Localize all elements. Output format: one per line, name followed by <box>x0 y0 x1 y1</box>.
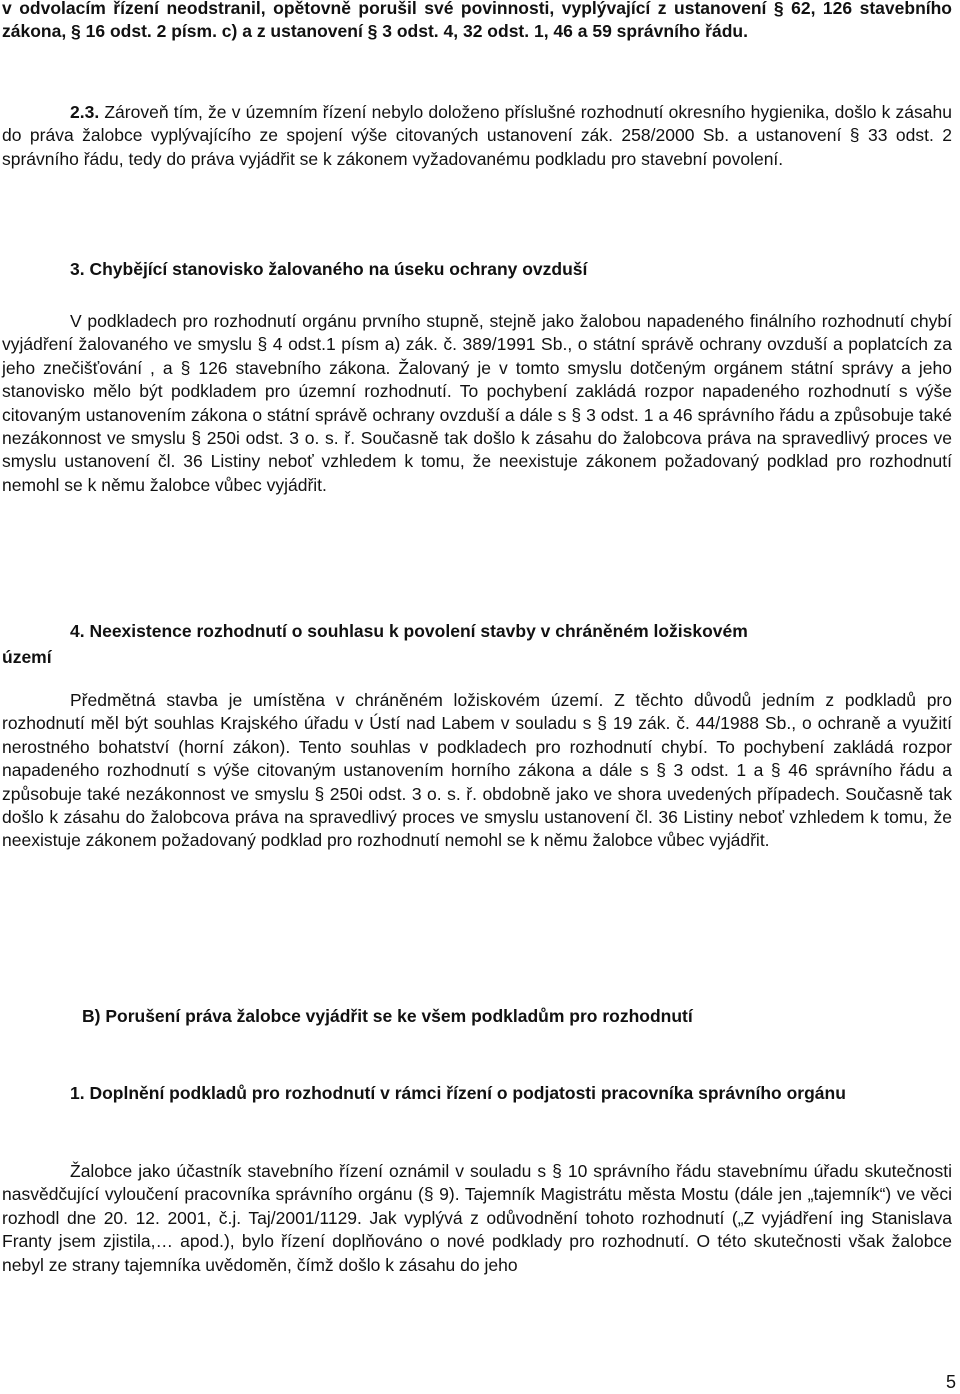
section-4-heading-line2: území <box>2 647 52 667</box>
intro-paragraph: v odvolacím řízení neodstranil, opětovně porušil své povinnosti, vyplývající z ustanovení § 62, 126 stavebního zákona, § 16 odst. 2 písm. c) a z ustanovení § 3 odst. 4, 32 odst. 1, 46 a 59 správního řádu. <box>2 0 952 42</box>
section-b1-body: Žalobce jako účastník stavebního řízení oznámil v souladu s § 10 správního řádu stavebnímu úřadu skutečnosti nasvědčující vyloučení pracovníka správního orgánu (§ 9). Tajemník Magistrátu města Mostu (dále jen „tajemník“) ve věci rozhodl dne 20. 12. 2001, č.j. Taj/2001/1129. Jak vyplývá z odůvodnění tohoto rozhodnutí („Z vyjádření ing Stanislava Franty jsem zjistila,… apod.), bylo řízení doplňováno o nové podklady pro rozhodnutí. O této skutečnosti však žalobce nebyl ze strany tajemníka uvědoměn, čímž došlo k zásahu do jeho <box>2 1161 952 1275</box>
section-b-heading: B) Porušení práva žalobce vyjádřit se ke všem podkladům pro rozhodnutí <box>82 1006 693 1026</box>
section-4-body: Předmětná stavba je umístěna v chráněném ložiskovém území. Z těchto důvodů jedním z podkladů pro rozhodnutí měl být souhlas Krajského úřadu v Ústí nad Labem v souladu s § 19 zák. č. 44/1988 Sb., o ochraně a využití nerostného bohatství (horní zákon). Tento souhlas v podkladech pro rozhodnutí chybí. To pochybení zakládá rozpor napadeného rozhodnutí s výše citovaným ustanovením horního zákona a dále s § 3 odst. 1 a § 46 správního řádu a způsobuje také nezákonnost ve smyslu § 250i odst. 3 o. s. ř. obdobně jako ve shora uvedených případech. Současně tak došlo k zásahu do žalobcova práva na spravedlivý proces ve smyslu ustanovení čl. 36 Listiny neboť vzhledem k tomu, že neexistuje zákonem požadovaný podklad pro rozhodnutí nemohl se k němu žalobce vůbec vyjádřit. <box>2 690 952 851</box>
section-2-3-number: 2.3. <box>70 102 100 122</box>
section-2-3-text: Zároveň tím, že v územním řízení nebylo doloženo příslušné rozhodnutí okresního hygienika, došlo k zásahu do práva žalobce vyplývajícího ze spojení výše citovaných ustanovení zák. 258/2000 Sb. a ustanovení § 33 odst. 2 správního řádu, tedy do práva vyjádřit se k zákonem vyžadovanému podkladu pro stavební povolení. <box>2 102 952 169</box>
section-4-heading-line1: 4. Neexistence rozhodnutí o souhlasu k povolení stavby v chráněném ložiskovém <box>70 621 748 641</box>
section-b1-heading: 1. Doplnění podkladů pro rozhodnutí v rámci řízení o podjatosti pracovníka správního orgánu <box>70 1083 846 1103</box>
section-3-body: V podkladech pro rozhodnutí orgánu prvního stupně, stejně jako žalobou napadeného finálního rozhodnutí chybí vyjádření žalovaného ve smyslu § 4 odst.1 písm a) zák. č. 389/1991 Sb., o státní správě ochrany ovzduší a poplatcích za jeho znečišťování , a § 126 stavebního zákona. Žalovaný je v tomto smyslu dotčeným orgánem státní správy a jeho stanovisko mělo být podkladem pro územní rozhodnutí. To pochybení zakládá rozpor napadeného rozhodnutí s výše citovaným ustanovením zákona o státní správě ochrany ovzduší a dále s § 3 odst. 1 a 46 správního řádu a způsobuje také nezákonnost ve smyslu § 250i odst. 3 o. s. ř. Současně tak došlo k zásahu do žalobcova práva na spravedlivý proces ve smyslu ustanovení čl. 36 Listiny neboť vzhledem k tomu, že neexistuje zákonem požadovaný podklad pro rozhodnutí nemohl se k němu žalobce vůbec vyjádřit. <box>2 311 952 495</box>
page-number: 5 <box>945 1371 956 1392</box>
section-3-heading: 3. Chybějící stanovisko žalovaného na úseku ochrany ovzduší <box>70 259 588 279</box>
section-2-3-paragraph <box>2 101 952 171</box>
